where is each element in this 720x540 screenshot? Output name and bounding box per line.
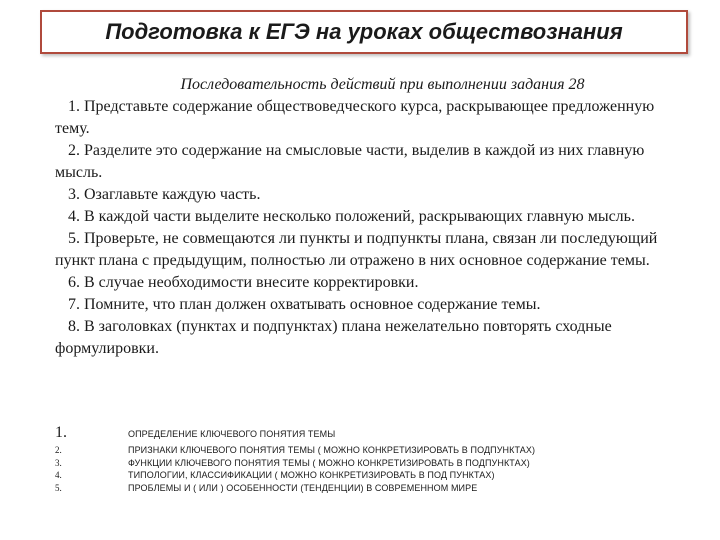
list-item-text: ПРОБЛЕМЫ И ( ИЛИ ) ОСОБЕННОСТИ (ТЕНДЕНЦИИ) В СОВРЕМЕННОМ МИРЕ — [128, 482, 478, 493]
list-item-number: 1. — [55, 424, 67, 441]
step-6: 6. В случае необходимости внесите корректировки. — [68, 274, 419, 291]
plan-list — [55, 424, 695, 494]
title-box — [40, 10, 688, 54]
list-item-number: 2. — [55, 445, 62, 455]
list-item — [55, 469, 695, 482]
list-item-text: ОПРЕДЕЛЕНИЕ КЛЮЧЕВОГО ПОНЯТИЯ ТЕМЫ — [128, 429, 336, 439]
list-item-text: ФУНКЦИИ КЛЮЧЕВОГО ПОНЯТИЯ ТЕМЫ ( МОЖНО КОНКРЕТИЗИРОВАТЬ В ПОДПУНКТАХ) — [128, 457, 530, 468]
instruction-steps — [55, 96, 667, 360]
step-3: 3. Озаглавьте каждую часть. — [68, 186, 261, 203]
list-item-number: 5. — [55, 482, 62, 493]
step-2: 2. Разделите это содержание на смысловые части, выделив в каждой из них главную мысль. — [55, 142, 645, 181]
list-item-number: 3. — [55, 457, 62, 468]
page-title: Подготовка к ЕГЭ на уроках обществознания — [105, 19, 623, 44]
list-item-text: ПРИЗНАКИ КЛЮЧЕВОГО ПОНЯТИЯ ТЕМЫ ( МОЖНО КОНКРЕТИЗИРОВАТЬ В ПОДПУНКТАХ) — [128, 445, 536, 455]
step-8: 8. В заголовках (пунктах и подпунктах) плана нежелательно повторять сходные формулировки. — [55, 318, 612, 357]
step-4: 4. В каждой части выделите несколько положений, раскрывающих главную мысль. — [68, 208, 635, 225]
list-item — [55, 424, 695, 442]
instructions-subtitle: Последовательность действий при выполнении задания 28 — [180, 76, 585, 93]
list-item-number: 4. — [55, 470, 62, 480]
list-item — [55, 444, 695, 457]
list-item — [55, 457, 695, 470]
step-7: 7. Помните, что план должен охватывать основное содержание темы. — [68, 296, 541, 313]
step-1: 1. Представьте содержание обществоведческого курса, раскрывающее предложенную тему. — [55, 98, 655, 137]
list-item-text: ТИПОЛОГИИ, КЛАССИФИКАЦИИ ( МОЖНО КОНКРЕТИЗИРОВАТЬ В ПОД ПУНКТАХ) — [128, 470, 495, 480]
step-5: 5. Проверьте, не совмещаются ли пункты и подпункты плана, связан ли последующий пункт плана с предыдущим, полностью ли отражено в них основное содержание темы. — [55, 230, 658, 269]
list-item — [55, 482, 695, 495]
